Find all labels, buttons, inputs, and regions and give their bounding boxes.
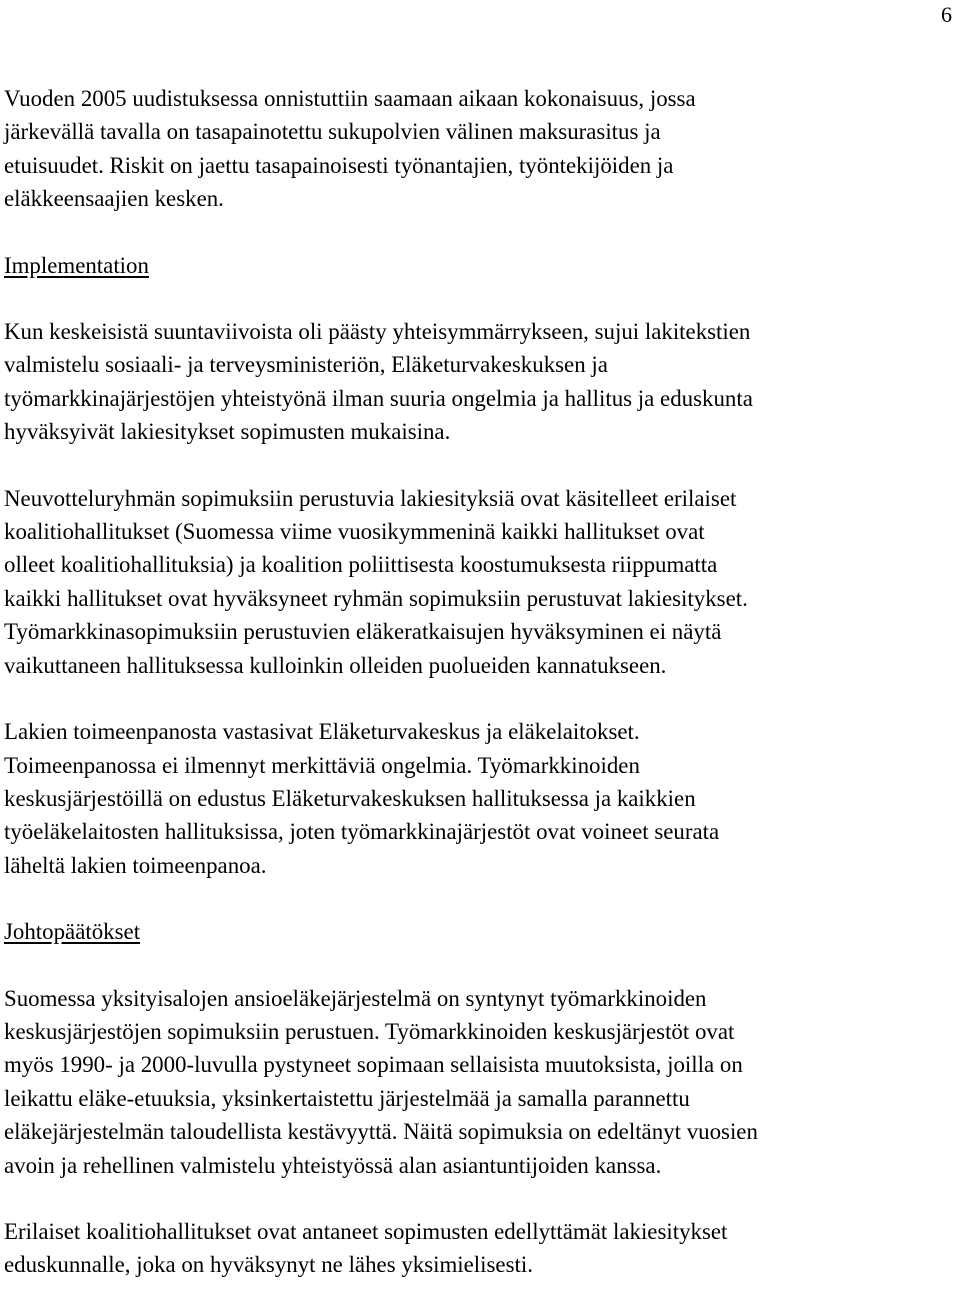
paragraph-coalition-governments: Neuvotteluryhmän sopimuksiin perustuvia lakiesityksiä ovat käsitelleet erilaiset koalitiohallitukset (Suomessa viime vuosikymmeninä kaikki hallitukset ovat olleet koalitiohallituksia) ja koalition poliittisesta koostumuksesta riippumatta kaikki hallitukset ovat hyväksyneet ryhmän sopimuksiin perustuvat lakiesitykset. Työmarkkinasopimuksiin perustuvien eläkeratkaisujen hyväksyminen ei näytä vaikuttaneen hallituksessa kulloinkin olleiden puolueiden kannatukseen. bbox=[4, 485, 748, 678]
section-heading-implementation: Implementation bbox=[4, 252, 149, 278]
paragraph-enforcement: Lakien toimeenpanosta vastasivat Eläketurvakeskus ja eläkelaitokset. Toimeenpanossa ei ilmennyt merkittäviä ongelmia. Työmarkkinoiden keskusjärjestöillä on edustus Eläketurvakeskuksen hallituksessa ja kaikkien työeläkelaitosten hallituksissa, joten työmarkkinajärjestöt ovat voineet seurata läheltä lakien toimeenpanoa. bbox=[4, 719, 720, 878]
paragraph-law-drafting: Kun keskeisistä suuntaviivoista oli päästy yhteisymmärrykseen, sujui lakitekstien valmistelu sosiaali- ja terveysministeriön, Eläketurvakeskuksen ja työmarkkinajärjestöjen yhteistyönä ilman suuria ongelmia ja hallitus ja eduskunta hyväksyivät lakiesitykset sopimusten mukaisina. bbox=[4, 319, 753, 445]
paragraph-earnings-pension-system: Suomessa yksityisalojen ansioeläkejärjestelmä on syntynyt työmarkkinoiden keskusjärjestöjen sopimuksiin perustuen. Työmarkkinoiden keskusjärjestöt ovat myös 1990- ja 2000-luvulla pystyneet sopimaan sellaisista muutoksista, joilla on leikattu eläke-etuuksia, yksinkertaistettu järjestelmää ja samalla parannettu eläkejärjestelmän taloudellista kestävyyttä. Näitä sopimuksia on edeltänyt vuosien avoin ja rehellinen valmistelu yhteistyössä alan asiantuntijoiden kanssa. bbox=[4, 985, 758, 1178]
document-body bbox=[4, 82, 958, 1315]
paragraph-parliament-approval: Erilaiset koalitiohallitukset ovat antaneet sopimusten edellyttämät lakiesitykset eduskunnalle, joka on hyväksynyt ne lähes yksimielisesti. bbox=[4, 1218, 728, 1278]
section-heading-conclusions: Johtopäätökset bbox=[4, 919, 141, 945]
paragraph-pension-reform-2005: Vuoden 2005 uudistuksessa onnistuttiin saamaan aikaan kokonaisuus, jossa järkevällä tavalla on tasapainotettu sukupolvien välinen maksurasitus ja etuisuudet. Riskit on jaettu tasapainoisesti työnantajien, työntekijöiden ja eläkkeensaajien kesken. bbox=[4, 86, 696, 212]
page-number: 6 bbox=[941, 2, 952, 27]
